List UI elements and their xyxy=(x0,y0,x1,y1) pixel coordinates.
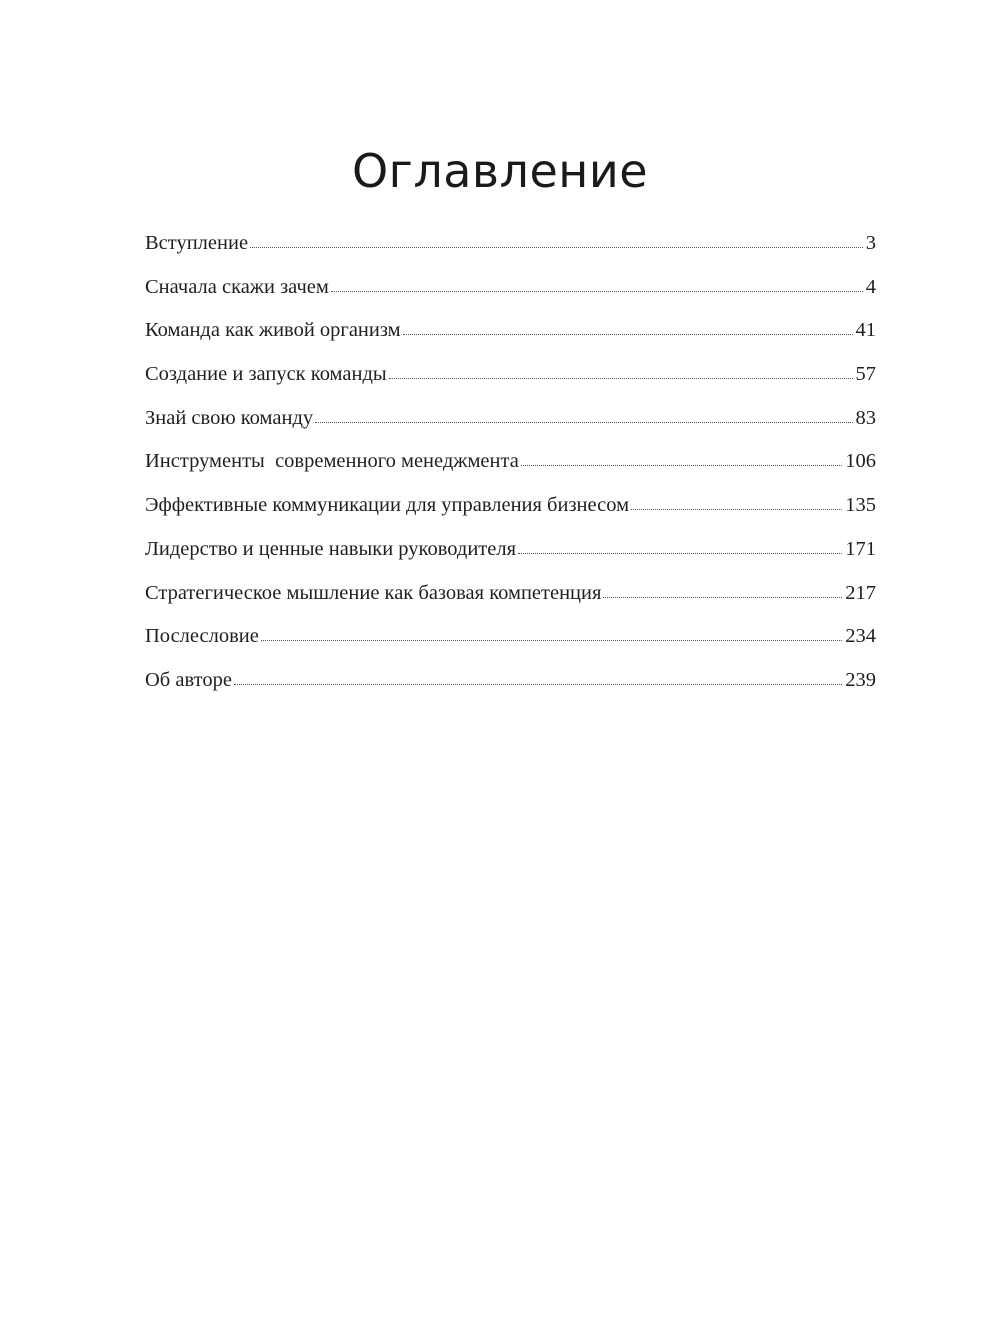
toc-entry xyxy=(145,403,876,447)
toc-entry xyxy=(145,490,876,534)
dot-leader xyxy=(403,334,853,335)
toc-entry-title: Знай свою команду xyxy=(145,406,314,429)
dot-leader xyxy=(261,640,842,641)
toc-entry-page-number: 41 xyxy=(855,319,876,342)
toc-entry xyxy=(145,578,876,622)
dot-leader xyxy=(234,684,842,685)
table-of-contents xyxy=(145,228,876,709)
dot-leader xyxy=(518,553,842,554)
toc-entry-title: Вступление xyxy=(145,232,249,254)
toc-entry xyxy=(145,665,876,709)
toc-entry-title: Об авторе xyxy=(145,668,232,691)
toc-entry-page-number: 106 xyxy=(845,450,876,473)
toc-entry-title: Команда как живой организм xyxy=(145,319,401,342)
toc-entry-title: Стратегическое мышление как базовая компетенция xyxy=(145,581,602,604)
toc-entry-page-number: 4 xyxy=(865,275,876,298)
toc-entry-title: Эффективные коммуникации для управления бизнесом xyxy=(145,494,630,517)
toc-entry-page-number: 135 xyxy=(845,494,876,517)
toc-entry xyxy=(145,534,876,578)
toc-entry-title: Лидерство и ценные навыки руководителя xyxy=(145,537,517,560)
toc-entry xyxy=(145,315,876,359)
toc-entry-title: Сначала скажи зачем xyxy=(145,275,329,298)
toc-entry-title: Послесловие xyxy=(145,625,259,648)
dot-leader xyxy=(331,291,863,292)
toc-entry-title: Инструменты современного менеджмента xyxy=(145,450,519,473)
dot-leader xyxy=(389,378,853,379)
dot-leader xyxy=(631,509,842,510)
toc-entry xyxy=(145,272,876,316)
dot-leader xyxy=(521,465,842,466)
dot-leader xyxy=(250,247,863,248)
page-title: Оглавление xyxy=(351,144,649,198)
toc-entry xyxy=(145,621,876,665)
toc-entry-page-number: 171 xyxy=(845,537,876,560)
toc-entry-title: Создание и запуск команды xyxy=(145,363,387,386)
toc-entry xyxy=(145,228,876,272)
dot-leader xyxy=(603,597,842,598)
toc-entry-page-number: 3 xyxy=(865,232,876,254)
toc-entry-page-number: 57 xyxy=(855,363,876,386)
toc-entry-page-number: 234 xyxy=(845,625,876,648)
toc-entry xyxy=(145,446,876,490)
toc-entry-page-number: 217 xyxy=(845,581,876,604)
dot-leader xyxy=(315,422,852,423)
toc-entry xyxy=(145,359,876,403)
toc-entry-page-number: 239 xyxy=(845,668,876,691)
toc-entry-page-number: 83 xyxy=(855,406,876,429)
